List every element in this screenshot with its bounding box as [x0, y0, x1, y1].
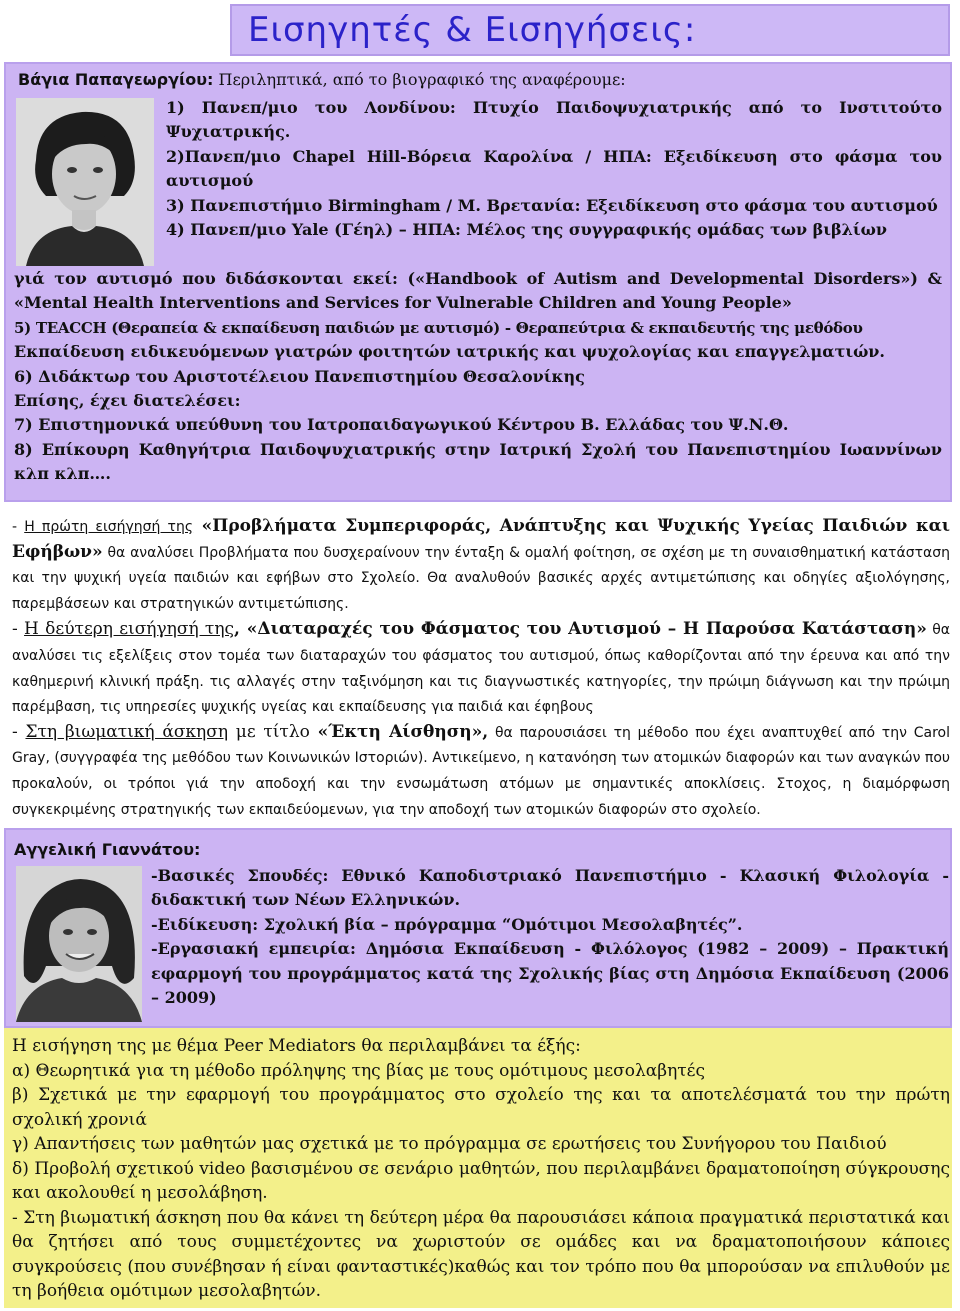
portrait-image	[16, 98, 154, 266]
speaker2-name: Αγγελική Γιαννάτου:	[14, 840, 201, 859]
speaker1-item-4: 4) Πανεπ/μιο Yale (Γέηλ) – ΗΠΑ: Μέλος της συγγραφικής ομάδας των βιβλίων	[166, 220, 887, 240]
first-talk-title: «Προβλήματα Συμπεριφοράς, Ανάπτυξης και Ψυχικής Υγείας Παιδιών και Εφήβων»	[12, 516, 950, 562]
speaker1-item-3: 3) Πανεπιστήμιο Birmingham / Μ. Βρετανία: Εξειδίκευση στο φάσμα του αυτισμού	[166, 195, 938, 215]
speaker1-item-8: 8) Επίκουρη Καθηγήτρια Παιδοψυχιατρικής στην Ιατρική Σχολή του Πανεπιστημίου Ιωαννίνων κλπ κλπ….	[14, 439, 942, 484]
speaker1-section	[4, 62, 952, 502]
speaker1-item-1: 1) Πανεπ/μιο του Λονδίνου: Πτυχίο Παιδοψυχιατρικής από το Ινστιτούτο Ψυχιατρικής.	[166, 98, 942, 142]
talk2-item-b: β) Σχετικά με την εφαρμογή του προγράμματος στο σχολείο της και τα αποτελέσματά του την πρώτη σχολική χρονιά	[12, 1085, 950, 1130]
speaker1-item-2: 2)Πανεπ/μιο Chapel Hill-Βόρεια Καρολίνα / ΗΠΑ: Εξειδίκευση στο φάσμα του αυτισμού	[166, 146, 942, 191]
speaker2-photo	[16, 866, 142, 1022]
talk2-item-d: δ) Προβολή σχετικού video βασισμένου σε σενάριο μαθητών, που περιλαμβάνει δραματοποίηση σύγκρουσης και ακολουθεί η μεσολάβηση.	[12, 1158, 950, 1203]
speaker2-section	[4, 828, 952, 1028]
third-talk: - Στη βιωματική άσκηση με τίτλο «Έκτη Αίσθηση», θα παρουσιάσει τη μέθοδο που έχει αναπτυχθεί από την Carol Gray, (συγγραφέα της μεθόδου των Κοινωνικών Ιστοριών). Αντικείμενο, η κατανόηση των ατομικών διαφορών και των αναγκών που προκαλούν, οι τρόποι γιά την αποδοχή και την ενσωμάτωση ατόμων με σημαντικές αποκλίσεις. Στοχος, η διαμόρφωση συγκεκριμένης στρατηγικής των εκπαιδεύομενων, για την αποδοχή των ατομικών διαφορών στο σχολείο.	[12, 721, 950, 818]
talk2-intro: Η εισήγηση της με θέμα Peer Mediators θα περιλαμβάνει τα έξής:	[12, 1036, 581, 1056]
talk2-item-c: γ) Απαντήσεις των μαθητών μας σχετικά με το πρόγραμμα σε ερωτήσεις του Συνήγορου του Παιδιού	[12, 1134, 887, 1154]
speaker1-item-5-cont: Εκπαίδευση ειδικευόμενων γιατρών φοιτητών ιατρικής και ψυχολογίας και επαγγελματιών.	[14, 342, 885, 362]
speaker1-also: Επίσης, έχει διατελέσει:	[14, 391, 241, 411]
talks-section	[4, 504, 952, 820]
speaker2-experience: -Εργασιακή εμπειρία: Δημόσια Εκπαίδευση - Φιλόλογος (1982 – 2009) – Πρακτική εφαρμογή του προγράμματος κατά της Σχολικής βίας στη Δημόσια Εκπαίδευση (2006 – 2009)	[151, 939, 949, 1008]
speaker2-specialization: -Ειδίκευση: Σχολική βία – πρόγραμμα “Ομότιμοι Μεσολαβητές”.	[151, 914, 743, 934]
speaker1-item-7: 7) Επιστημονικά υπεύθυνη του Ιατροπαιδαγωγικού Κέντρου Β. Ελλάδας του Ψ.Ν.Θ.	[14, 415, 789, 435]
speaker1-intro: Περιληπτικά, από το βιογραφικό της αναφέρουμε:	[213, 70, 626, 89]
title-banner	[230, 4, 950, 56]
second-talk: - Η δεύτερη εισήγησή της, «Διαταραχές του Φάσματος του Αυτισμού – Η Παρούσα Κατάσταση» θα αναλύσει τις εξελίξεις στον τομέα των διαταραχών του φάσματος του αυτισμού, όπως καθορίζονται από την έρευνα και από την καθημερινή κλινική πράξη. τις αλλαγές στην ταξινόμηση και τις διαγνωστικές κατηγορίες, την πρώιμη διάγνωση και την πρώιμη παρέμβαση, τις υπηρεσίες ψυχικής υγείας και εκπαίδευσης για παιδιά και έφηβους	[12, 619, 950, 716]
talk2-exercise: - Στη βιωματική άσκηση που θα κάνει τη δεύτερη μέρα θα παρουσιάσει κάποια πραγματικά περιστατικά και θα ζητήσει από τους συμμετέχοντες να χωριστούν σε ομάδες και να δραματοποιήσουν κάποιες συγκρούσεις (που συνέβησαν ή είναι φανταστικές)καθώς και τον τρόπο που θα μπορούσαν να επιλυθούν με τη βοήθεια ομότιμων μεσολαβητών.	[12, 1207, 950, 1301]
talk2-item-a: α) Θεωρητικά για τη μέθοδο πρόληψης της βίας με τους ομότιμους μεσολαβητές	[12, 1060, 705, 1081]
first-talk-label: Η πρώτη εισήγησή της	[24, 519, 194, 535]
peer-mediators-section	[4, 1028, 952, 1308]
page-title: Εισηγητές & Εισηγήσεις:	[248, 10, 697, 50]
second-talk-label: Η δεύτερη εισήγησή της	[24, 619, 235, 640]
speaker1-item-6: 6) Διδάκτωρ του Αριστοτέλειου Πανεπιστημίου Θεσαλονίκης	[14, 366, 585, 386]
first-talk-text: θα αναλύσει Προβλήματα που δυσχεραίνουν την ένταξη & ομαλή φοίτηση, σε σχέση με τη συναισθηματική κατάσταση και την ψυχική υγεία παιδιών και εφήβων στο Σχολείο. Θα αναλυθούν βασικές αρχές αντιμετώπισης και οδηγίες αξιολόγησης, παρεμβάσεων και στρατηγικών αντιμετώπισης.	[12, 544, 950, 612]
third-talk-text: θα παρουσιάσει τη μέθοδο που έχει αναπτυχθεί από την Carol Gray, (συγγραφέα της μεθόδου των Κοινωνικών Ιστοριών). Αντικείμενο, η κατανόηση των ατομικών διαφορών και των αναγκών που προκαλούν, οι τρόποι γιά την αποδοχή και την ενσωμάτωση ατόμων με σημαντικές αποκλίσεις. Στοχος, η διαμόρφωση συγκεκριμένης στρατηγικής των εκπαιδεύομενων, για την αποδοχή των ατομικών διαφορών στο σχολείο.	[12, 724, 950, 818]
speaker1-item-5: 5) TEACCH (Θεραπεία & εκπαίδευση παιδιών με αυτισμό) - Θεραπεύτρια & εκπαιδευτής της μεθόδου	[14, 318, 863, 337]
speaker2-studies: -Βασικές Σπουδές: Εθνικό Καποδιστριακό Πανεπιστήμιο - Κλασική Φιλολογία - διδακτική των Νέων Ελληνικών.	[151, 866, 949, 910]
speaker1-photo	[16, 98, 154, 266]
speaker1-name: Βάγια Παπαγεωργίου:	[18, 70, 214, 89]
third-talk-title: «Έκτη Αίσθηση»,	[317, 721, 489, 742]
speaker1-item-4-cont: γιά τον αυτισμό που διδάσκονται εκεί: («Handbook of Autism and Developmental Disorders») & «Mental Health Interventions and Services for Vulnerable Children and Young People»	[14, 269, 942, 313]
portrait-image	[16, 866, 142, 1022]
second-talk-title: , «Διαταραχές του Φάσματος του Αυτισμού – Η Παρούσα Κατάσταση»	[234, 619, 927, 640]
second-talk-text: θα αναλύσει τις εξελίξεις στον τομέα των διαταραχών του φάσματος του αυτισμού, όπως καθορίζονται από την έρευνα και από την καθημερινή κλινική πράξη. τις αλλαγές στην ταξινόμηση και τις διαγνωστικές κατηγορίες, την πρώιμη διάγνωση και την πρώιμη παρέμβαση, τις υπηρεσίες ψυχικής υγείας και εκπαίδευσης για παιδιά και έφηβους	[12, 622, 950, 716]
third-talk-label: Στη βιωματική άσκηση	[25, 721, 229, 742]
first-talk: - Η πρώτη εισήγησή της «Προβλήματα Συμπεριφοράς, Ανάπτυξης και Ψυχικής Υγείας Παιδιών και Εφήβων» θα αναλύσει Προβλήματα που δυσχεραίνουν την ένταξη & ομαλή φοίτηση, σε σχέση με τη συναισθηματική κατάσταση και την ψυχική υγεία παιδιών και εφήβων στο Σχολείο. Θα αναλυθούν βασικές αρχές αντιμετώπισης και οδηγίες αξιολόγησης, παρεμβάσεων και στρατηγικών αντιμετώπισης.	[12, 516, 950, 612]
